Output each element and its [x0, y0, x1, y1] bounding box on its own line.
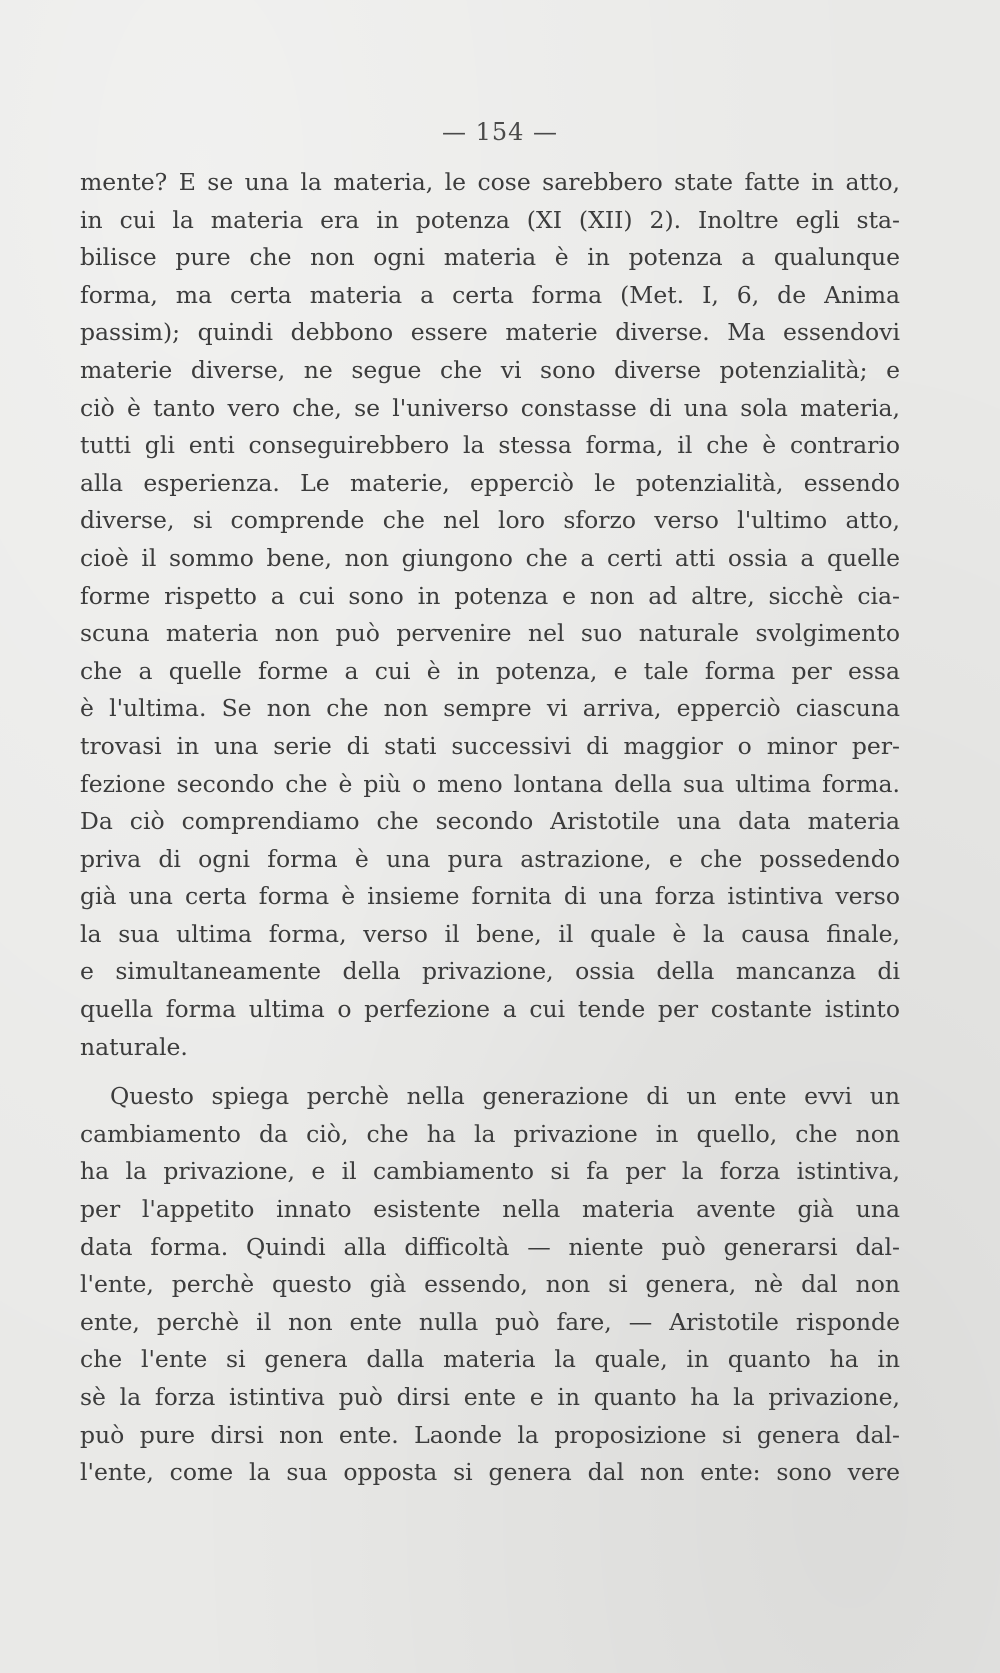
text-line: cioè il sommo bene, non giungono che a certi atti ossia a quelle: [80, 543, 900, 572]
text-line: bilisce pure che non ogni materia è in potenza a qualunque: [80, 243, 900, 272]
text-line: può pure dirsi non ente. Laonde la proposizione si genera dal-: [80, 1420, 900, 1449]
text-line: naturale.: [80, 1032, 188, 1061]
text-line: Da ciò comprendiamo che secondo Aristotile una data materia: [80, 807, 900, 836]
page-number: — 154 —: [441, 118, 559, 146]
text-line: data forma. Quindi alla difficoltà — niente può generarsi dal-: [80, 1232, 900, 1261]
text-line: scuna materia non può pervenire nel suo naturale svolgimento: [80, 619, 900, 648]
text-line: diverse, si comprende che nel loro sforzo verso l'ultimo atto,: [80, 506, 900, 535]
paragraph-2: [80, 1078, 900, 1492]
text-line: tutti gli enti conseguirebbero la stessa forma, il che è contrario: [80, 431, 900, 460]
text-line: forme rispetto a cui sono in potenza e non ad altre, sicchè cia-: [80, 581, 900, 610]
text-line: cambiamento da ciò, che ha la privazione in quello, che non: [80, 1119, 900, 1148]
text-line: che l'ente si genera dalla materia la quale, in quanto ha in: [80, 1345, 900, 1374]
text-line: ha la privazione, e il cambiamento si fa per la forza istintiva,: [80, 1157, 900, 1186]
text-line: l'ente, come la sua opposta si genera dal non ente: sono vere: [80, 1458, 900, 1487]
text-line: forma, ma certa materia a certa forma (Met. I, 6, de Anima: [80, 280, 900, 309]
text-line: sè la forza istintiva può dirsi ente e in quanto ha la privazione,: [80, 1383, 900, 1411]
paragraph-1: [80, 164, 900, 1066]
text-line: fezione secondo che è più o meno lontana della sua ultima forma.: [80, 769, 900, 798]
text-line: l'ente, perchè questo già essendo, non si genera, nè dal non: [80, 1270, 900, 1299]
text-line: priva di ogni forma è una pura astrazione, e che possedendo: [80, 844, 900, 873]
text-line: quella forma ultima o perfezione a cui tende per costante istinto: [80, 995, 900, 1024]
text-line: la sua ultima forma, verso il bene, il quale è la causa finale,: [80, 919, 900, 948]
text-line: Questo spiega perchè nella generazione di un ente evvi un: [110, 1082, 900, 1111]
text-line: e simultaneamente della privazione, ossia della mancanza di: [80, 957, 900, 986]
text-line: in cui la materia era in potenza (XI (XII) 2). Inoltre egli sta-: [80, 205, 900, 234]
text-line: alla esperienza. Le materie, epperciò le potenzialità, essendo: [80, 468, 900, 497]
body-text: [80, 164, 900, 1492]
text-line: è l'ultima. Se non che non sempre vi arriva, epperciò ciascuna: [80, 694, 900, 723]
text-line: per l'appetito innato esistente nella materia avente già una: [80, 1195, 900, 1224]
text-line: passim); quindi debbono essere materie diverse. Ma essendovi: [80, 318, 900, 347]
text-line: che a quelle forme a cui è in potenza, e tale forma per essa: [80, 656, 900, 685]
text-line: materie diverse, ne segue che vi sono diverse potenzialità; e: [80, 355, 900, 384]
text-line: ciò è tanto vero che, se l'universo constasse di una sola materia,: [80, 393, 900, 422]
paragraph-gap: [80, 1066, 900, 1078]
text-line: mente? E se una la materia, le cose sarebbero state fatte in atto,: [80, 168, 900, 196]
text-line: trovasi in una serie di stati successivi di maggior o minor per-: [80, 731, 900, 760]
text-line: ente, perchè il non ente nulla può fare, — Aristotile risponde: [80, 1307, 900, 1336]
text-line: già una certa forma è insieme fornita di una forza istintiva verso: [80, 882, 900, 911]
